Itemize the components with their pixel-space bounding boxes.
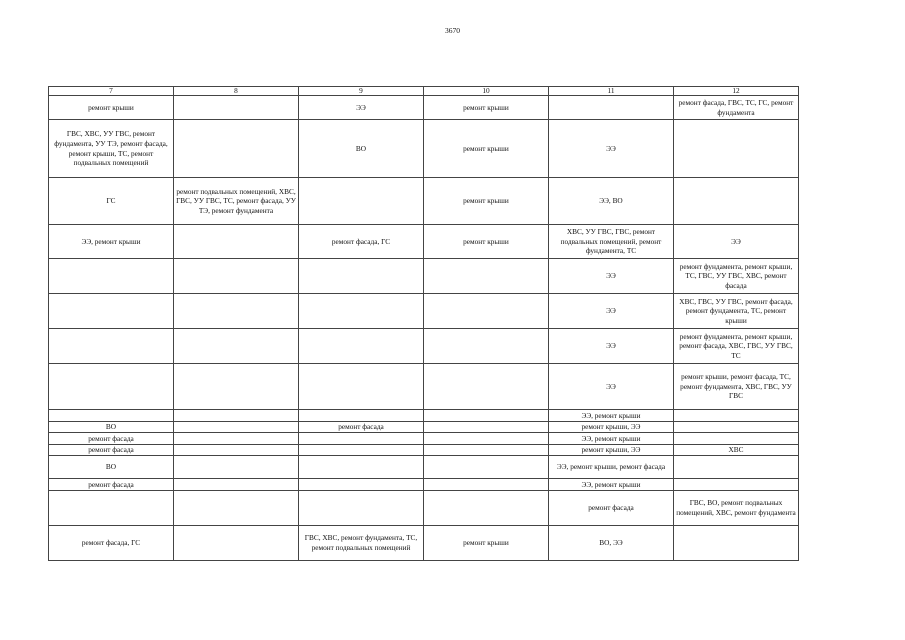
table-cell [174,364,299,410]
column-header: 10 [424,87,549,96]
table-cell: ЭЭ [549,120,674,178]
table-cell [299,329,424,364]
table-row [49,120,799,178]
table-row [49,456,799,479]
table-cell: ЭЭ [299,96,424,120]
table-cell [174,526,299,561]
table-cell [424,259,549,294]
table-row [49,259,799,294]
table-body [49,96,799,561]
table-cell [174,433,299,445]
table-cell: ремонт крыши [49,96,174,120]
table-cell: ВО [49,456,174,479]
table-cell: ремонт крыши [424,96,549,120]
table-cell [424,445,549,456]
table-cell: ремонт фундамента, ремонт крыши, ремонт фасада, ХВС, ГВС, УУ ГВС, ТС [674,329,799,364]
table-cell: ГВС, ВО, ремонт подвальных помещений, ХВС, ремонт фундамента [674,491,799,526]
table-cell [174,120,299,178]
column-header: 7 [49,87,174,96]
table-cell: ЭЭ [549,329,674,364]
table-row [49,294,799,329]
table-cell [424,433,549,445]
table-cell [174,294,299,329]
table-cell [49,294,174,329]
table-cell [674,410,799,422]
table-cell [174,329,299,364]
table-row [49,422,799,433]
column-header: 9 [299,87,424,96]
table-cell: ВО [299,120,424,178]
table-cell [174,96,299,120]
table-cell: ЭЭ, ремонт крыши [49,225,174,259]
table-cell [299,294,424,329]
table-cell [674,433,799,445]
table-cell [174,456,299,479]
table-cell: ремонт крыши [424,120,549,178]
table-cell: ЭЭ, ремонт крыши [549,433,674,445]
table-cell: ЭЭ [549,259,674,294]
table-cell: ЭЭ, ремонт крыши, ремонт фасада [549,456,674,479]
table-cell [49,329,174,364]
table-cell [674,422,799,433]
page-number: 3670 [445,26,460,35]
table-row [49,329,799,364]
table-row [49,364,799,410]
table-cell: ремонт фасада [49,479,174,491]
table-cell [674,479,799,491]
table-cell [174,225,299,259]
table-cell: ремонт фундамента, ремонт крыши, ТС, ГВС, УУ ГВС, ХВС, ремонт фасада [674,259,799,294]
table-row [49,225,799,259]
table-cell: ЭЭ, ВО [549,178,674,225]
table-cell: ГВС, ХВС, УУ ГВС, ремонт фундамента, УУ ТЭ, ремонт фасада, ремонт крыши, ТС, ремонт подвальных помещений [49,120,174,178]
table-cell [424,456,549,479]
table-cell: ВО [49,422,174,433]
table-cell: ЭЭ [674,225,799,259]
table-row [49,410,799,422]
data-table [48,86,799,561]
table-cell: ремонт крыши [424,526,549,561]
table-cell [174,445,299,456]
table-cell: ХВС, ГВС, УУ ГВС, ремонт фасада, ремонт фундамента, ТС, ремонт крыши [674,294,799,329]
table-cell [49,410,174,422]
table-cell [674,120,799,178]
column-header: 11 [549,87,674,96]
table-cell: ВО, ЭЭ [549,526,674,561]
column-header: 12 [674,87,799,96]
table-header-row [49,87,799,96]
table-cell: ремонт фасада, ГВС, ТС, ГС, ремонт фундамента [674,96,799,120]
table-cell [674,526,799,561]
table-cell: ремонт крыши [424,178,549,225]
table-cell [299,259,424,294]
table-cell: ремонт фасада [549,491,674,526]
table-cell [299,456,424,479]
table-cell: ХВС, УУ ГВС, ГВС, ремонт подвальных помещений, ремонт фундамента, ТС [549,225,674,259]
table-row [49,445,799,456]
table-cell [299,364,424,410]
table-cell [299,410,424,422]
table-cell [424,422,549,433]
table-cell [49,259,174,294]
table-cell: ГС [49,178,174,225]
table-row [49,178,799,225]
column-header: 8 [174,87,299,96]
table-cell: ремонт фасада, ГС [49,526,174,561]
table-cell: ремонт крыши, ЭЭ [549,422,674,433]
table-cell [174,410,299,422]
table-cell [49,364,174,410]
table-row [49,479,799,491]
table-cell [299,178,424,225]
table-cell [299,479,424,491]
table-cell: ремонт фасада [49,445,174,456]
table-cell [299,433,424,445]
table-cell: ЭЭ, ремонт крыши [549,479,674,491]
table-cell: ремонт крыши, ЭЭ [549,445,674,456]
table-row [49,526,799,561]
table-cell [424,294,549,329]
table-row [49,491,799,526]
table-cell [299,445,424,456]
table-cell [174,422,299,433]
table-cell [424,410,549,422]
table-cell: ХВС [674,445,799,456]
table-cell: ремонт фасада [299,422,424,433]
table-cell: ремонт крыши, ремонт фасада, ТС, ремонт фундамента, ХВС, ГВС, УУ ГВС [674,364,799,410]
table-cell [424,364,549,410]
table-cell [424,479,549,491]
table-cell [174,259,299,294]
table-cell [424,329,549,364]
table-cell [49,491,174,526]
table-row [49,433,799,445]
table-cell: ЭЭ [549,364,674,410]
table-cell: ремонт фасада [49,433,174,445]
table-cell [674,178,799,225]
table-cell [299,491,424,526]
table-cell: ремонт крыши [424,225,549,259]
table-cell: ГВС, ХВС, ремонт фундамента, ТС, ремонт подвальных помещений [299,526,424,561]
table-cell [424,491,549,526]
table-cell: ЭЭ, ремонт крыши [549,410,674,422]
table-cell: ремонт подвальных помещений, ХВС, ГВС, УУ ГВС, ТС, ремонт фасада, УУ ТЭ, ремонт фундамента [174,178,299,225]
table-cell [174,479,299,491]
table-cell: ЭЭ [549,294,674,329]
table-cell [549,96,674,120]
table-cell [174,491,299,526]
table-cell [674,456,799,479]
table-cell: ремонт фасада, ГС [299,225,424,259]
table-row [49,96,799,120]
